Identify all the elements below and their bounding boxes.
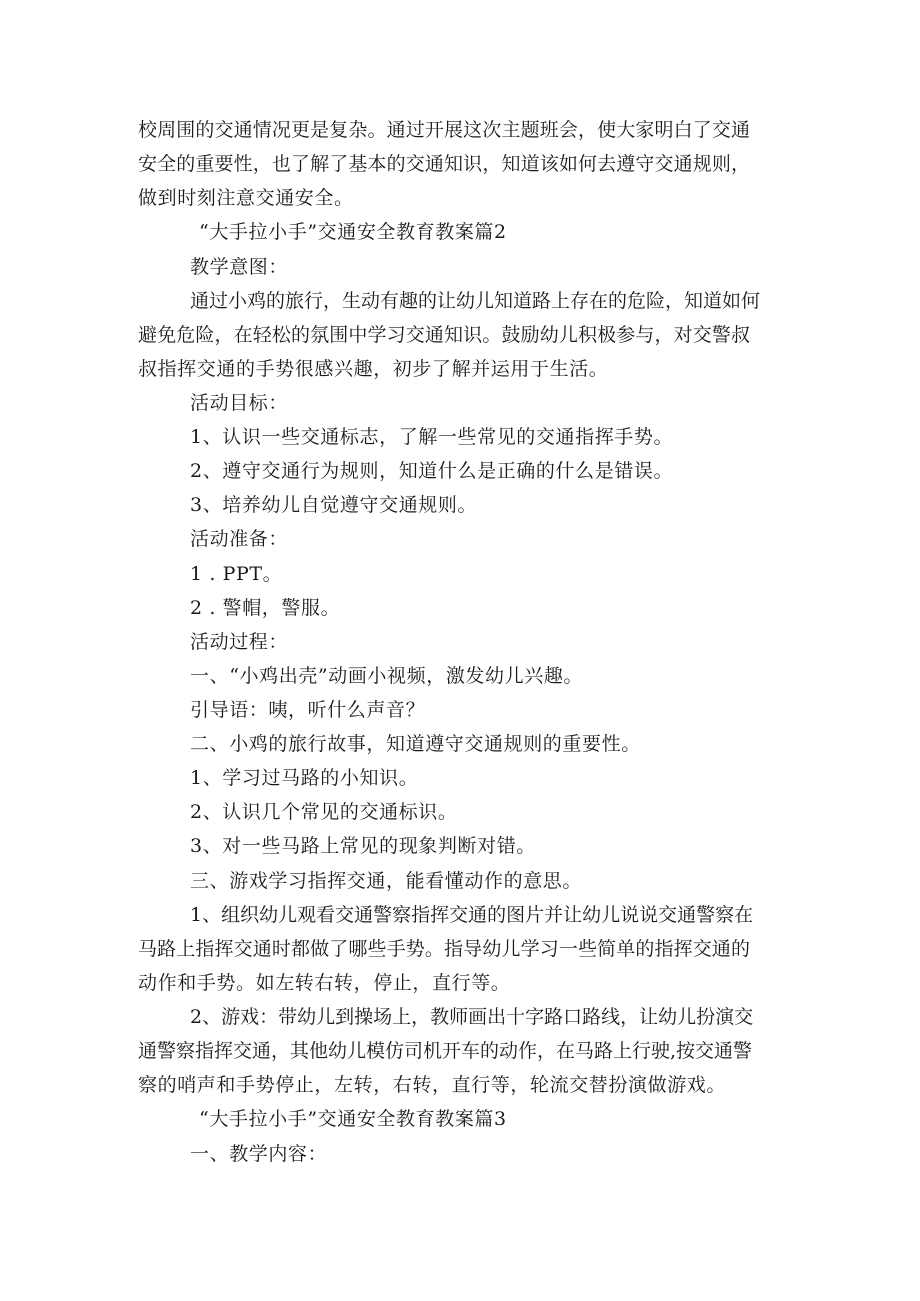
paragraph-line: 校周围的交通情况更是复杂。通过开展这次主题班会，使大家明白了交通 [138,119,750,141]
subheading: 活动过程： [190,631,289,653]
paragraph-line: 避免危险，在轻松的氛围中学习交通知识。鼓励幼儿积极参与，对交警叔 [138,324,750,346]
paragraph-line: 马路上指挥交通时都做了哪些手势。指导幼儿学习一些简单的指挥交通的 [138,938,750,960]
list-item: 一、“小鸡出壳”动画小视频，激发幼儿兴趣。 [190,665,584,687]
list-item: 1 . PPT。 [190,563,283,585]
subheading: 一、教学内容： [190,1143,328,1165]
paragraph-line: 通警察指挥交通，其他幼儿模仿司机开车的动作，在马路上行驶,按交通警 [138,1040,753,1062]
paragraph-line: 引导语：咦，听什么声音？ [190,699,426,721]
list-item: 1、学习过马路的小知识。 [190,767,419,789]
paragraph-line: 安全的重要性，也了解了基本的交通知识，知道该如何去遵守交通规则， [138,153,750,175]
paragraph-line: 通过小鸡的旅行，生动有趣的让幼儿知道路上存在的危险，知道如何 [190,290,761,312]
paragraph-line: 2、游戏：带幼儿到操场上，教师画出十字路口路线，让幼儿扮演交 [190,1006,754,1028]
paragraph-line: 动作和手势。如左转右转，停止，直行等。 [138,972,511,994]
list-item: 3、对一些马路上常见的现象判断对错。 [190,835,536,857]
list-item: 2 . 警帽，警服。 [190,597,341,619]
section-heading: “大手拉小手”交通安全教育教案篇2 [199,221,507,243]
subheading: 活动目标： [190,392,289,414]
list-item: 三、游戏学习指挥交通，能看懂动作的意思。 [190,870,583,892]
subheading: 活动准备： [190,528,289,550]
paragraph-line: 1、组织幼儿观看交通警察指挥交通的图片并让幼儿说说交通警察在 [190,904,754,926]
list-item: 2、遵守交通行为规则，知道什么是正确的什么是错误。 [190,460,674,482]
list-item: 1、认识一些交通标志，了解一些常见的交通指挥手势。 [190,426,674,448]
subheading: 教学意图： [190,256,289,278]
list-item: 3、培养幼儿自觉遵守交通规则。 [190,494,478,516]
list-item: 2、认识几个常见的交通标识。 [190,801,458,823]
paragraph-line: 叔指挥交通的手势很感兴趣，初步了解并运用于生活。 [138,358,609,380]
paragraph-line: 察的哨声和手势停止，左转，右转，直行等，轮流交替扮演做游戏。 [138,1074,727,1096]
paragraph-line: 做到时刻注意交通安全。 [138,187,354,209]
list-item: 二、小鸡的旅行故事，知道遵守交通规则的重要性。 [190,733,641,755]
section-heading: “大手拉小手”交通安全教育教案篇3 [199,1108,507,1130]
